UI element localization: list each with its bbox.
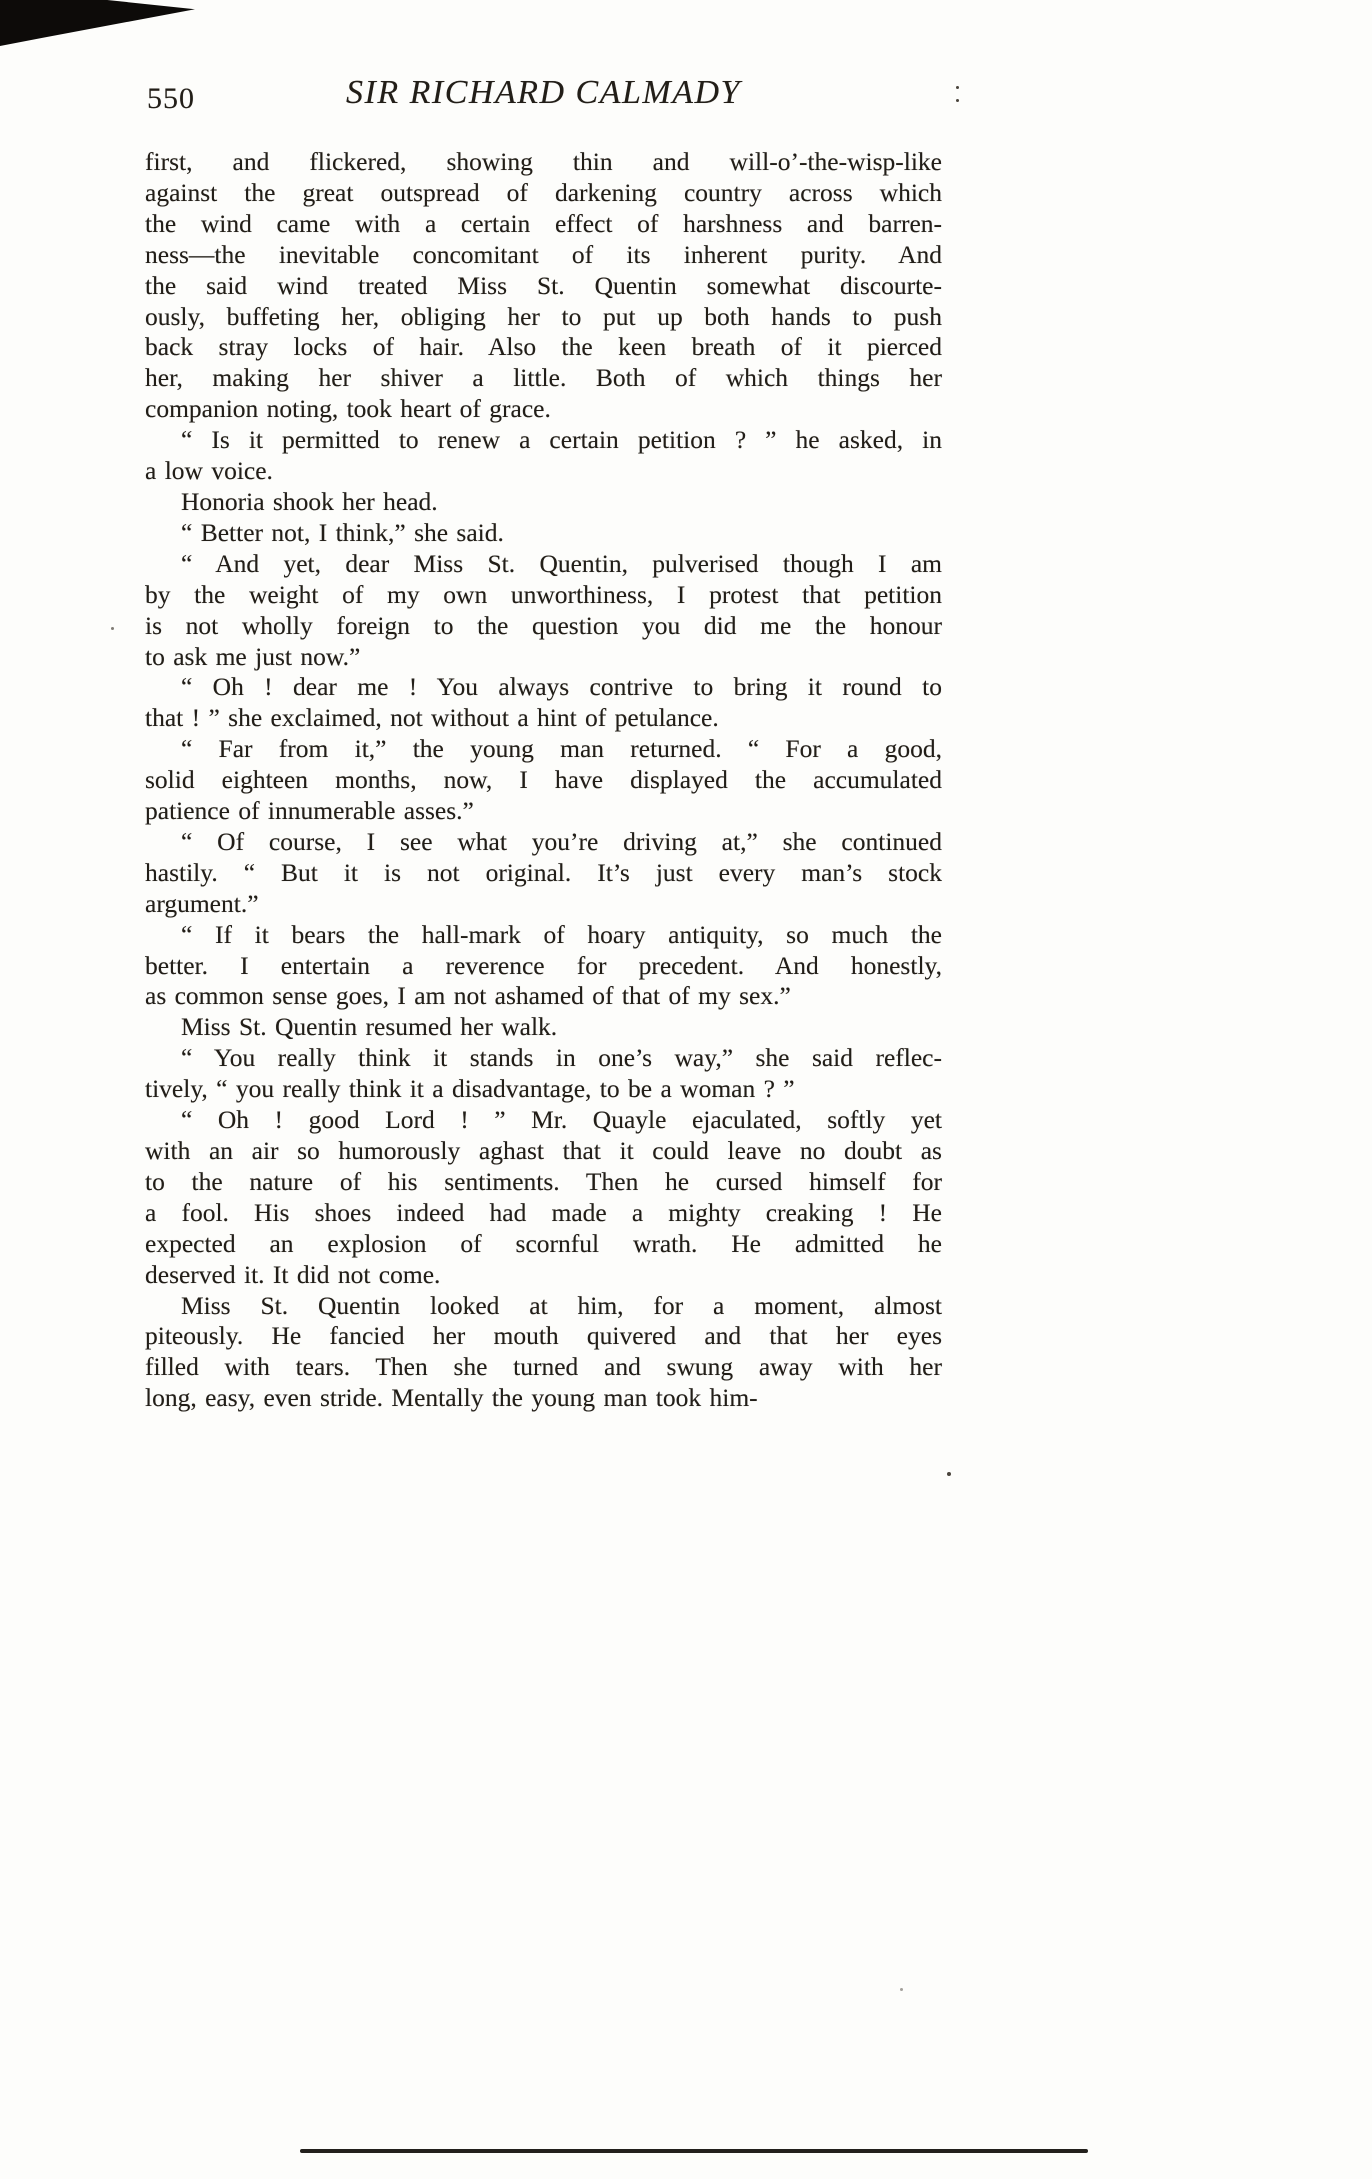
- text-line: the said wind treated Miss St. Quentin somewhat discourte-: [145, 270, 942, 300]
- text-line: to ask me just now.”: [145, 641, 361, 671]
- text-line: “ If it bears the hall-mark of hoary antiquity, so much the: [181, 919, 942, 949]
- text-line: is not wholly foreign to the question you did me the honour: [145, 610, 942, 640]
- text-line: “ Better not, I think,” she said.: [181, 517, 504, 547]
- text-line: hastily. “ But it is not original. It’s just every man’s stock: [145, 857, 942, 887]
- text-line: ness—the inevitable concomitant of its inherent purity. And: [145, 239, 942, 269]
- text-line: Miss St. Quentin looked at him, for a moment, almost: [181, 1290, 942, 1320]
- text-line: long, easy, even stride. Mentally the young man took him-: [145, 1383, 758, 1413]
- text-line: a low voice.: [145, 456, 273, 486]
- text-line: that ! ” she exclaimed, not without a hint of petulance.: [145, 703, 719, 733]
- text-line: her, making her shiver a little. Both of which things her: [145, 363, 942, 393]
- text-line: “ Of course, I see what you’re driving at,” she continued: [181, 826, 942, 856]
- text-line: “ You really think it stands in one’s way,” she said reflec-: [181, 1043, 942, 1073]
- text-line: piteously. He fancied her mouth quivered and that her eyes: [145, 1321, 942, 1351]
- text-line: tively, “ you really think it a disadvantage, to be a woman ? ”: [145, 1074, 795, 1104]
- text-line: Miss St. Quentin resumed her walk.: [181, 1012, 558, 1042]
- running-title: SIR RICHARD CALMADY: [346, 74, 741, 111]
- text-line: “ Oh ! dear me ! You always contrive to bring it round to: [181, 672, 942, 702]
- text-line: “ And yet, dear Miss St. Quentin, pulverised though I am: [181, 548, 942, 578]
- text-line: a fool. His shoes indeed had made a mighty creaking ! He: [145, 1197, 942, 1227]
- scan-artifact-corner: [0, 0, 195, 46]
- scan-speck: [956, 86, 959, 89]
- text-line: “ Oh ! good Lord ! ” Mr. Quayle ejaculated, softly yet: [181, 1105, 942, 1135]
- text-line: argument.”: [145, 888, 259, 918]
- text-line: with an air so humorously aghast that it could leave no doubt as: [145, 1136, 942, 1165]
- text-line: filled with tears. Then she turned and swung away with her: [145, 1352, 942, 1382]
- text-line: “ Far from it,” the young man returned. “ For a good,: [181, 734, 942, 764]
- page-header: [145, 74, 942, 115]
- body-text: [145, 147, 942, 1414]
- text-line: companion noting, took heart of grace.: [145, 394, 551, 424]
- scan-speck: [947, 1472, 951, 1476]
- text-line: better. I entertain a reverence for precedent. And honestly,: [145, 950, 942, 980]
- text-line: solid eighteen months, now, I have displayed the accumulated: [145, 765, 942, 795]
- text-line: back stray locks of hair. Also the keen breath of it pierced: [145, 332, 942, 362]
- scan-speck: [900, 1988, 903, 1991]
- page-number: 550: [147, 82, 195, 115]
- text-line: first, and flickered, showing thin and will-o’-the-wisp-like: [145, 147, 942, 176]
- text-line: to the nature of his sentiments. Then he cursed himself for: [145, 1166, 942, 1196]
- text-line: “ Is it permitted to renew a certain petition ? ” he asked, in: [181, 425, 942, 455]
- text-line: by the weight of my own unworthiness, I protest that petition: [145, 579, 942, 609]
- scan-artifact-bottom-rule: [300, 2149, 1088, 2153]
- text-line: the wind came with a certain effect of harshness and barren-: [145, 208, 942, 238]
- text-line: Honoria shook her head.: [181, 486, 438, 516]
- scan-speck: [956, 99, 959, 102]
- text-line: expected an explosion of scornful wrath. He admitted he: [145, 1228, 942, 1258]
- text-line: against the great outspread of darkening country across which: [145, 177, 942, 207]
- text-line: as common sense goes, I am not ashamed of that of my sex.”: [145, 981, 791, 1011]
- text-line: deserved it. It did not come.: [145, 1259, 441, 1289]
- scan-speck: [111, 627, 114, 630]
- text-line: ously, buffeting her, obliging her to put up both hands to push: [145, 301, 942, 331]
- text-line: patience of innumerable asses.”: [145, 796, 474, 826]
